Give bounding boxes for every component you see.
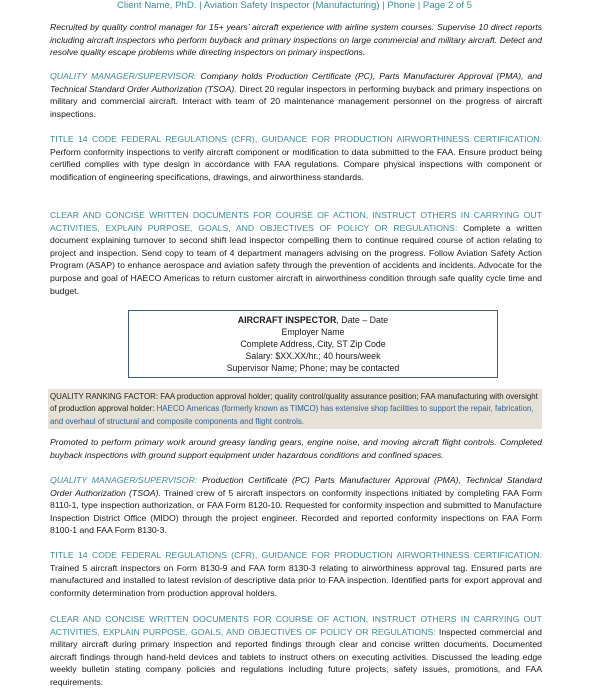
quality-manager-paragraph: [50, 70, 542, 120]
clear-concise-text: Complete a written document explaining turnover to second shift lead inspector compelling them to continue required course of action relating to project and inspection. Send copy to team of 4 department managers advising on the progress. Follow Aviation Safety Action Program (ASAP) to enhance aerospace and aviation safety through the prevention of accidents and incidents. Advocate for the purpose and goal of HAECO Americas to return customer aircraft in airworthiness condition through safe quality cycle time and budget.: [50, 222, 542, 296]
quality-manager-heading: QUALITY MANAGER/SUPERVISOR:: [50, 71, 197, 81]
clear-concise-paragraph: [50, 209, 542, 297]
quality-manager-paragraph-2: [50, 474, 542, 537]
job-details-box: [128, 310, 498, 378]
quality-manager-text: Direct 20 regular inspectors in performing buyback and primary inspections on military and commercial aircraft. Interact with team of 20 maintenance management personnel on the progress of aircraft inspections.: [50, 83, 542, 119]
ranking-factor-text: FAA production approval holder; quality control/quality assurance position; FAA manufacturing with oversight of production approval holder:: [50, 392, 538, 414]
page-header: Client Name, PhD. | Aviation Safety Inspector (Manufacturing) | Phone | Page 2 of 5: [117, 0, 472, 11]
supervisor-line: Supervisor Name; Phone; may be contacted: [226, 363, 400, 374]
title14-heading-2: TITLE 14 CODE FEDERAL REGULATIONS (CFR), GUIDANCE FOR PRODUCTION AIRWORTHINESS CERTIFICATION:: [50, 550, 542, 560]
quality-manager-heading-2: QUALITY MANAGER/SUPERVISOR:: [50, 475, 198, 485]
employer-address: Complete Address, City, ST Zip Code: [240, 339, 386, 350]
job-title: AIRCRAFT INSPECTOR: [237, 315, 337, 325]
ranking-factor-box: [48, 389, 542, 429]
title14-text-2: Trained 5 aircraft inspectors on Form 8130-9 and FAA form 8130-3 relating to airworthiness approval tag. Ensured parts are manufactured and installed to latest revision of descriptive data prior to FAA inspection. Identified parts for export approval and conformity determination from production approval holders.: [50, 562, 542, 598]
clear-concise-paragraph-2: [50, 613, 542, 689]
intro-paragraph: Recruited by quality control manager for 15+ years’ aircraft experience with airline system courses. Supervise 10 direct reports including aircraft inspectors who perform buyback and primary inspections on large commercial and military aircraft. Detect and resolve quality escape problems while directing inspectors on primary inspections.: [50, 22, 542, 58]
clear-concise-text-2: Inspected commercial and military aircraft during primary inspection and reported findings through clear and concise written documents. Documented aircraft findings through hand-held devices and tablets to instruct others on executing activities. Discussed the leading edge weekly bulletin stating company policies and regulations including future projects, safety issues, promotions, and FAA requirements.: [50, 626, 542, 687]
ranking-factor-label: QUALITY RANKING FACTOR:: [50, 392, 159, 401]
title14-text: Perform conformity inspections to verify aircraft component or modification to data submitted to the FAA. Ensure product being certified complies with type design in accordance with FAA regulations. Compare physical inspections with component or modification of engineering specifications, drawings, and airworthiness standards.: [50, 146, 542, 182]
title14-paragraph: [50, 133, 542, 183]
promotion-paragraph: Promoted to perform primary work around greasy landing gears, engine noise, and moving aircraft flight controls. Completed buyback inspections with ground support equipment under hazardous conditions and confined spaces.: [50, 437, 542, 460]
salary-line: Salary: $XX.XX/hr.; 40 hours/week: [245, 351, 381, 362]
clear-concise-heading-2: CLEAR AND CONCISE WRITTEN DOCUMENTS FOR COURSE OF ACTION, INSTRUCT OTHERS IN CARRYING OUT ACTIVITIES, EXPLAIN PURPOSE, GOALS, AND OBJECTIVES OF POLICY OR REGULATIONS:: [50, 614, 542, 637]
quality-manager-text-2: Trained crew of 5 aircraft inspectors on conformity inspections initiated by completing FAA Form 8110-1, type inspection authorization, or FAA Form 8120-10. Requested for conformity inspection and submitted to Manufacture Inspection District Office (MIDO) through the project engineer. Recorded and reported conformity inspections on FAA Form 8100-1 and FAA Form 8130-3.: [50, 487, 542, 536]
job-dates: , Date – Date: [336, 315, 389, 325]
employer-name: Employer Name: [281, 327, 345, 338]
quality-manager-certificates-2: Production Certificate (PC) Parts Manufacturer Approval (PMA), Technical Standard Order Authorization (TSOA).: [50, 475, 542, 498]
title14-heading: TITLE 14 CODE FEDERAL REGULATIONS (CFR), GUIDANCE FOR PRODUCTION AIRWORTHINESS CERTIFICATION:: [50, 134, 542, 144]
quality-manager-certificates: Company holds Production Certificate (PC), Parts Manufacturer Approval (PMA), and Technical Standard Order Authorization (TSOA).: [50, 71, 542, 94]
job-title-line: [129, 314, 497, 326]
ranking-factor-highlight: HAECO Americas (formerly known as TIMCO) has extensive shop facilities to support the repair, fabrication, and overhaul of structural and composite components and flight controls.: [50, 404, 534, 426]
clear-concise-heading: CLEAR AND CONCISE WRITTEN DOCUMENTS FOR COURSE OF ACTION, INSTRUCT OTHERS IN CARRYING OUT ACTIVITIES, EXPLAIN PURPOSE, GOALS, AND OBJECTIVES OF POLICY OR REGULATIONS:: [50, 210, 542, 233]
title14-paragraph-2: [50, 549, 542, 599]
